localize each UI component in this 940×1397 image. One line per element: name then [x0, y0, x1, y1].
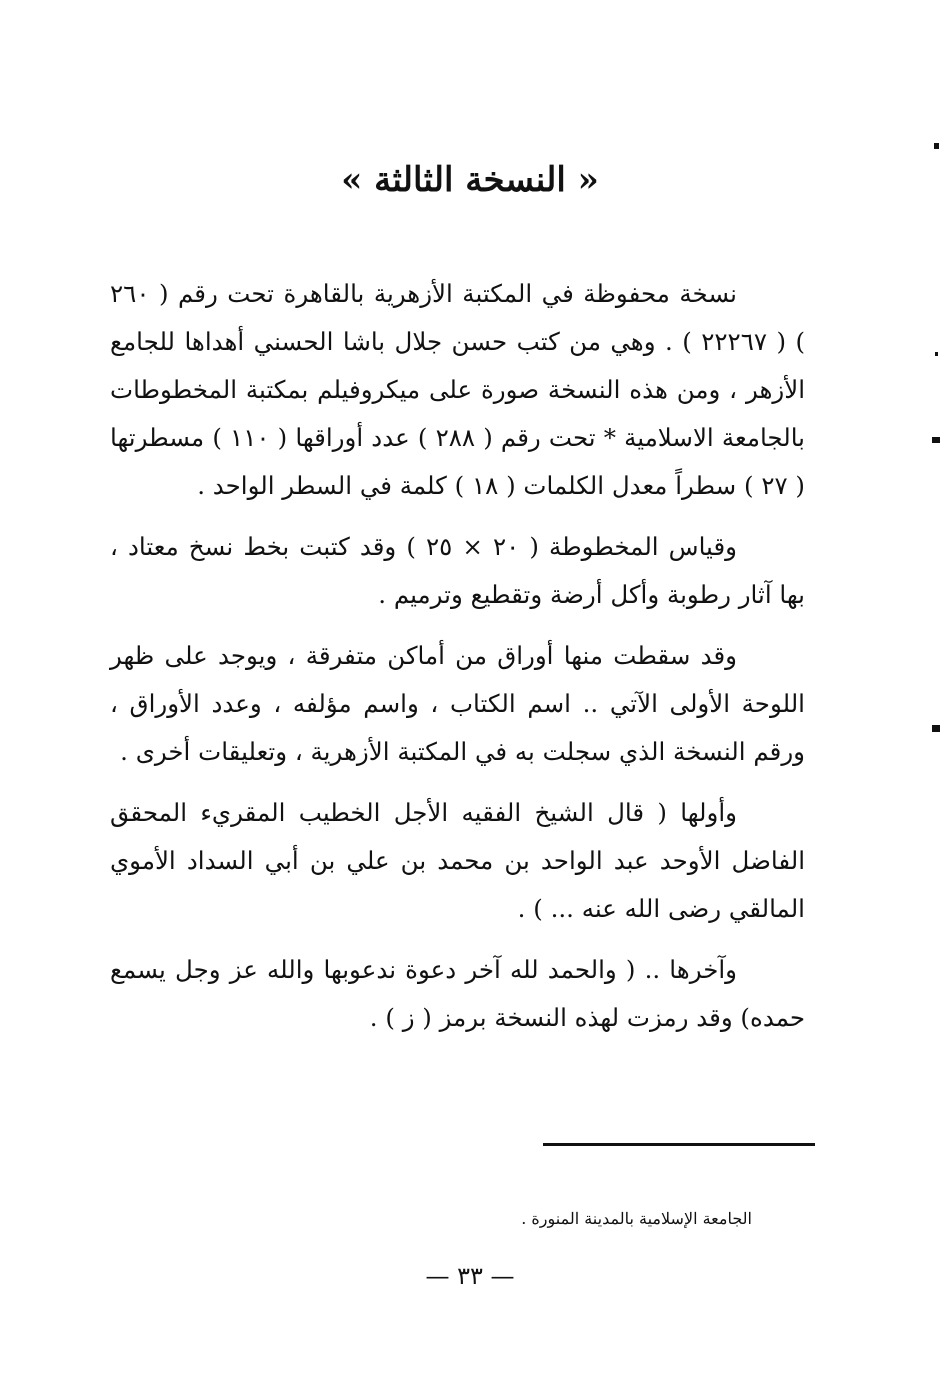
- page-number: — ٣٣ —: [425, 1262, 515, 1290]
- body-text: [110, 270, 805, 1055]
- paragraph-opening-text: وأولها ( قال الشيخ الفقيه الأجل الخطيب المقريء المحقق الفاضل الأوحد عبد الواحد بن محمد بن علي بن أبي السداد الأموي المالقي رضى الله عنه ... ) .: [110, 798, 805, 923]
- paragraph-closing-text: وآخرها .. ( والحمد لله آخر دعوة ندعوبها والله عز وجل يسمع حمده) وقد رمزت لهذه النسخة برمز ( ز ) .: [110, 955, 805, 1032]
- paragraph-manuscript-location: نسخة محفوظة في المكتبة الأزهرية بالقاهرة تحت رقم ( ٢٦٠ ) ( ٢٢٢٦٧ ) . وهي من كتب حسن جلال باشا الحسني أهداها للجامع الأزهر ، ومن هذه النسخة صورة على ميكروفيلم بمكتبة المخطوطات بالجامعة الاسلامية * تحت رقم ( ٢٨٨ ) عدد أوراقها ( ١١٠ ) مسطرتها ( ٢٧ ) سطراً معدل الكلمات ( ١٨ ) كلمة في السطر الواحد .: [110, 279, 805, 500]
- paragraph-missing-leaves: وقد سقطت منها أوراق من أماكن متفرقة ، ويوجد على ظهر اللوحة الأولى الآتي .. اسم الكتاب ، واسم مؤلفه ، وعدد الأوراق ، ورقم النسخة الذي سجلت به في المكتبة الأزهرية ، وتعليقات أخرى .: [110, 641, 805, 766]
- section-title: « النسخة الثالثة »: [341, 160, 599, 200]
- scan-edge-mark: [932, 437, 940, 443]
- paragraph-manuscript-dimensions: وقياس المخطوطة ( ٢٠ × ٢٥ ) وقد كتبت بخط نسخ معتاد ، بها آثار رطوبة وأكل أرضة وتقطيع وترميم .: [110, 532, 805, 609]
- footnote: الجامعة الإسلامية بالمدينة المنورة .: [521, 1209, 752, 1228]
- scan-edge-mark: [935, 352, 938, 356]
- scan-edge-mark: [934, 143, 939, 149]
- scan-edge-mark: [932, 725, 940, 732]
- footnote-divider: [543, 1143, 815, 1146]
